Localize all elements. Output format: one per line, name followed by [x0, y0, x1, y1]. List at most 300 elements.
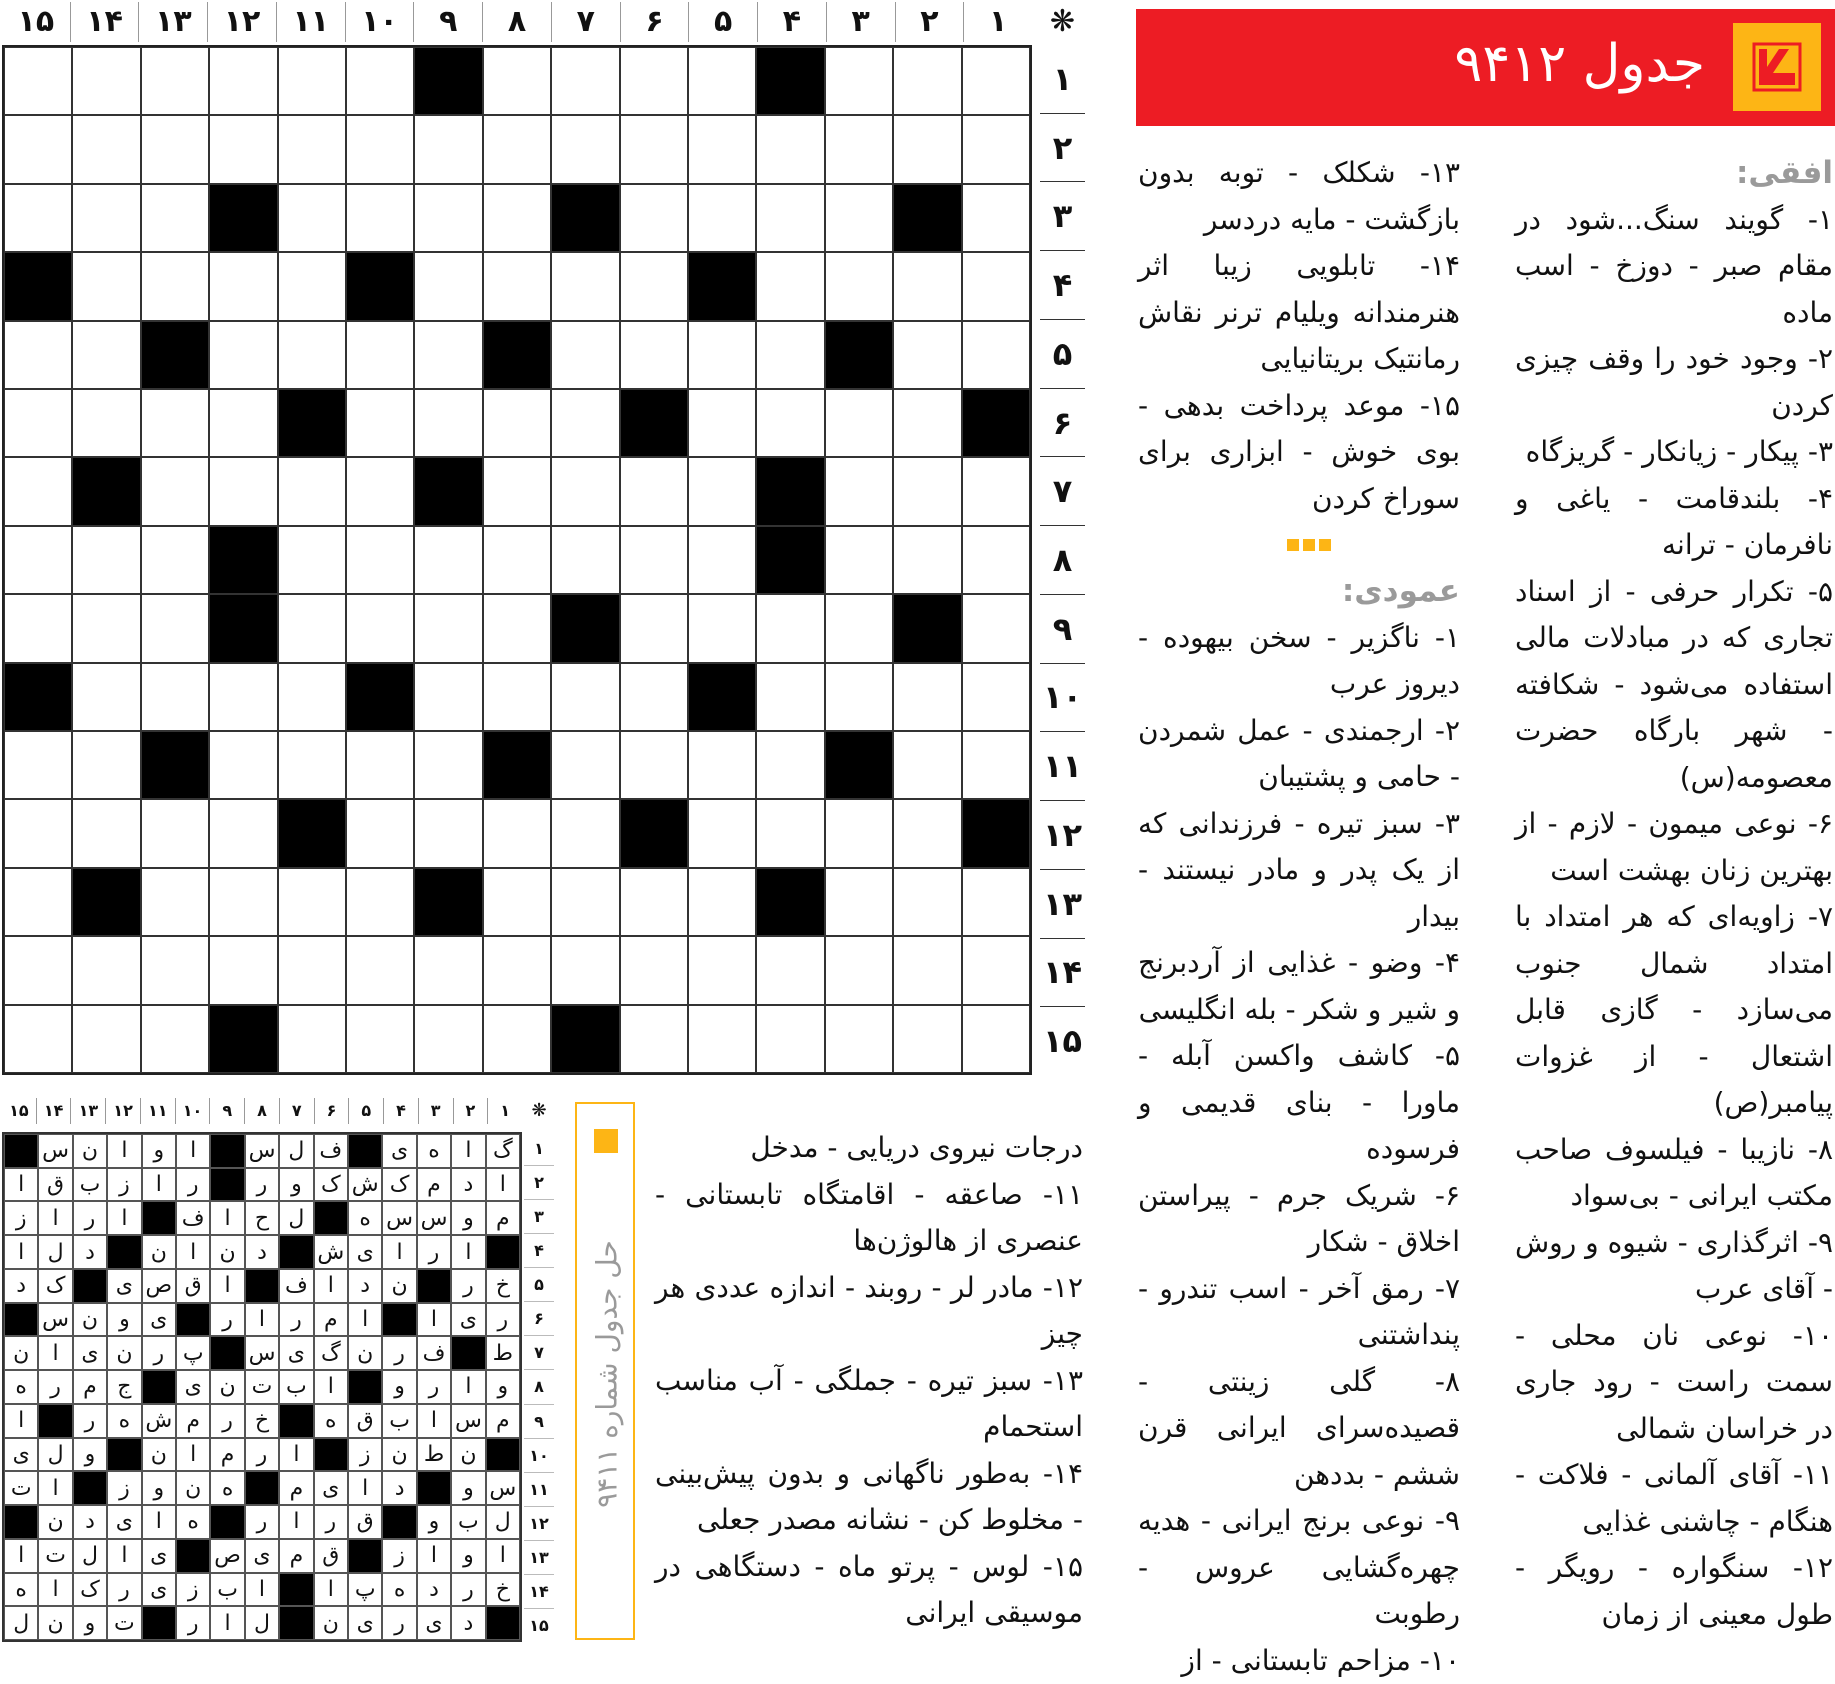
solution-letter: ب — [279, 1370, 313, 1404]
column-label: ۱۱ — [276, 2, 345, 42]
grid-cell[interactable] — [551, 389, 619, 457]
grid-cell[interactable] — [72, 1005, 140, 1073]
grid-cell[interactable] — [209, 321, 277, 389]
grid-cell[interactable] — [688, 936, 756, 1004]
grid-cell[interactable] — [620, 184, 688, 252]
black-cell — [348, 1134, 382, 1168]
grid-cell[interactable] — [278, 184, 346, 252]
solution-letter: ت — [4, 1471, 38, 1505]
grid-cell[interactable] — [551, 936, 619, 1004]
solution-letter: ه — [210, 1471, 244, 1505]
grid-cell[interactable] — [825, 936, 893, 1004]
grid-cell[interactable] — [551, 47, 619, 115]
grid-cell[interactable] — [893, 47, 961, 115]
grid-cell[interactable] — [278, 868, 346, 936]
grid-cell[interactable] — [620, 115, 688, 183]
grid-cell[interactable] — [141, 252, 209, 320]
grid-cell[interactable] — [414, 115, 482, 183]
grid-cell[interactable] — [893, 389, 961, 457]
solution-letter: س — [38, 1303, 72, 1337]
grid-cell[interactable] — [346, 184, 414, 252]
grid-cell[interactable] — [278, 663, 346, 731]
grid-cell[interactable] — [620, 731, 688, 799]
grid-cell[interactable] — [756, 184, 824, 252]
down-heading: عمودی: — [1138, 568, 1460, 615]
solution-letter: ر — [38, 1370, 72, 1404]
grid-cell[interactable] — [756, 936, 824, 1004]
solution-letter: پ — [348, 1573, 382, 1607]
solution-letter: ز — [176, 1573, 210, 1607]
black-cell — [210, 1134, 244, 1168]
solution-letter: د — [417, 1573, 451, 1607]
grid-cell[interactable] — [483, 1005, 551, 1073]
solution-letter: ن — [176, 1471, 210, 1505]
solution-letter: ق — [38, 1168, 72, 1202]
grid-cell[interactable] — [278, 457, 346, 525]
puzzle-header — [1136, 9, 1835, 126]
grid-cell[interactable] — [414, 389, 482, 457]
grid-cell[interactable] — [414, 799, 482, 867]
grid-cell[interactable] — [962, 594, 1030, 662]
column-label: ۳ — [418, 1098, 453, 1124]
solution-letter: ت — [38, 1539, 72, 1573]
solution-letter: ش — [314, 1235, 348, 1269]
grid-cell[interactable] — [414, 936, 482, 1004]
black-cell — [278, 389, 346, 457]
solution-letter: ن — [382, 1438, 416, 1472]
grid-cell[interactable] — [4, 868, 72, 936]
grid-cell[interactable] — [620, 594, 688, 662]
grid-cell[interactable] — [893, 731, 961, 799]
grid-cell[interactable] — [620, 868, 688, 936]
grid-cell[interactable] — [141, 184, 209, 252]
solution-letter: ا — [314, 1573, 348, 1607]
grid-cell[interactable] — [346, 47, 414, 115]
grid-cell[interactable] — [756, 663, 824, 731]
row-label: ۵ — [524, 1267, 554, 1301]
grid-cell[interactable] — [278, 252, 346, 320]
grid-cell[interactable] — [483, 457, 551, 525]
across-clue: ۱۱- آقای آلمانی - فلاکت - هنگام - چاشنی غذایی — [1515, 1452, 1833, 1545]
column-label: ۴ — [757, 2, 826, 42]
grid-cell[interactable] — [825, 799, 893, 867]
solution-letter: م — [314, 1303, 348, 1337]
grid-cell[interactable] — [825, 184, 893, 252]
column-label: ۱۵ — [2, 1098, 36, 1124]
across-clue: ۷- زاویه‌ای که هر امتداد با امتداد شمال جنوب می‌سازد - گازی قابل اشتعال - از غزوات پیامبر(ص) — [1515, 894, 1833, 1127]
grid-cell[interactable] — [756, 115, 824, 183]
grid-cell[interactable] — [209, 868, 277, 936]
solution-letter: ا — [417, 1539, 451, 1573]
grid-cell[interactable] — [414, 526, 482, 594]
solution-letter: ا — [38, 1573, 72, 1607]
grid-cell[interactable] — [4, 1005, 72, 1073]
black-cell — [210, 1336, 244, 1370]
solution-letter: ر — [142, 1336, 176, 1370]
solution-letter: ی — [142, 1539, 176, 1573]
grid-cell[interactable] — [688, 389, 756, 457]
grid-cell[interactable] — [346, 594, 414, 662]
grid-cell[interactable] — [483, 799, 551, 867]
solution-letter: ا — [279, 1505, 313, 1539]
grid-cell[interactable] — [620, 252, 688, 320]
grid-cell[interactable] — [72, 526, 140, 594]
grid-cell[interactable] — [962, 526, 1030, 594]
grid-cell[interactable] — [483, 663, 551, 731]
solution-letter: ا — [4, 1168, 38, 1202]
solution-letter: ز — [348, 1438, 382, 1472]
grid-cell[interactable] — [141, 1005, 209, 1073]
grid-cell[interactable] — [209, 663, 277, 731]
grid-cell[interactable] — [346, 1005, 414, 1073]
grid-cell[interactable] — [4, 457, 72, 525]
grid-cell[interactable] — [962, 731, 1030, 799]
grid-cell[interactable] — [4, 115, 72, 183]
black-cell — [620, 389, 688, 457]
grid-cell[interactable] — [278, 1005, 346, 1073]
solution-letter: ا — [417, 1303, 451, 1337]
grid-cell[interactable] — [688, 321, 756, 389]
grid-cell[interactable] — [278, 936, 346, 1004]
grid-cell[interactable] — [278, 321, 346, 389]
solution-letter: ا — [245, 1303, 279, 1337]
grid-cell[interactable] — [141, 526, 209, 594]
grid-cell[interactable] — [962, 252, 1030, 320]
black-cell — [209, 1005, 277, 1073]
down-clue: ۱۵- لوس - پرتو ماه - دستگاهی در موسیقی ایرانی — [655, 1544, 1083, 1637]
black-cell — [486, 1438, 520, 1472]
grid-cell[interactable] — [893, 526, 961, 594]
solution-letter: س — [417, 1201, 451, 1235]
grid-cell[interactable] — [483, 526, 551, 594]
grid-cell[interactable] — [688, 526, 756, 594]
grid-cell[interactable] — [141, 663, 209, 731]
grid-cell[interactable] — [688, 731, 756, 799]
solution-letter: و — [382, 1370, 416, 1404]
solution-letter: ز — [4, 1201, 38, 1235]
grid-cell[interactable] — [756, 731, 824, 799]
solution-letter: ن — [142, 1235, 176, 1269]
grid-cell[interactable] — [483, 594, 551, 662]
grid-cell[interactable] — [756, 321, 824, 389]
grid-cell[interactable] — [551, 868, 619, 936]
grid-cell[interactable] — [141, 868, 209, 936]
solution-letter: ا — [176, 1438, 210, 1472]
grid-cell[interactable] — [620, 457, 688, 525]
solution-letter: گ — [486, 1134, 520, 1168]
grid-cell[interactable] — [141, 799, 209, 867]
grid-cell[interactable] — [551, 526, 619, 594]
solution-letter: ا — [176, 1134, 210, 1168]
grid-cell[interactable] — [209, 252, 277, 320]
grid-cell[interactable] — [72, 663, 140, 731]
grid-cell[interactable] — [688, 1005, 756, 1073]
grid-cell[interactable] — [209, 731, 277, 799]
grid-cell[interactable] — [825, 252, 893, 320]
down-clue: ۱۰- مزاحم تابستانی - از — [1138, 1638, 1460, 1684]
grid-cell[interactable] — [893, 321, 961, 389]
grid-cell[interactable] — [278, 47, 346, 115]
across-clue: ۵- تکرار حرفی - از اسناد تجاری که در مبادلات مالی استفاده می‌شود - شکافته - شهر بارگاه حضرت معصومه(س) — [1515, 569, 1833, 802]
grid-cell[interactable] — [414, 321, 482, 389]
across-clue: ۹- اثرگذاری - شیوه و روش - آقای عرب — [1515, 1220, 1833, 1313]
grid-cell[interactable] — [893, 457, 961, 525]
grid-cell[interactable] — [620, 47, 688, 115]
grid-cell[interactable] — [483, 184, 551, 252]
black-cell — [620, 799, 688, 867]
grid-cell[interactable] — [962, 663, 1030, 731]
solution-letter: ت — [245, 1370, 279, 1404]
row-label: ۱۲ — [524, 1506, 554, 1540]
grid-cell[interactable] — [756, 594, 824, 662]
solution-letter: ا — [107, 1201, 141, 1235]
grid-cell[interactable] — [962, 47, 1030, 115]
row-label: ۱۵ — [524, 1608, 554, 1642]
grid-cell[interactable] — [4, 799, 72, 867]
solution-letter: ل — [486, 1505, 520, 1539]
grid-cell[interactable] — [483, 47, 551, 115]
grid-cell[interactable] — [141, 115, 209, 183]
solution-letter: ر — [382, 1336, 416, 1370]
down-clue: ۱- ناگزیر - سخن بیهوده - دیروز عرب — [1138, 615, 1460, 708]
grid-cell[interactable] — [551, 115, 619, 183]
grid-cell[interactable] — [72, 799, 140, 867]
grid-cell[interactable] — [4, 47, 72, 115]
black-cell — [314, 1438, 348, 1472]
solution-letter: ا — [210, 1606, 244, 1640]
solution-letter: ا — [348, 1303, 382, 1337]
grid-cell[interactable] — [893, 1005, 961, 1073]
grid-cell[interactable] — [278, 731, 346, 799]
grid-cell[interactable] — [893, 115, 961, 183]
grid-cell[interactable] — [346, 799, 414, 867]
solution-letter: و — [451, 1539, 485, 1573]
grid-cell[interactable] — [141, 936, 209, 1004]
grid-cell[interactable] — [551, 321, 619, 389]
grid-cell[interactable] — [209, 936, 277, 1004]
grid-cell[interactable] — [620, 321, 688, 389]
grid-cell[interactable] — [825, 389, 893, 457]
black-cell — [414, 47, 482, 115]
grid-cell[interactable] — [688, 47, 756, 115]
down-clue: ۵- کاشف واکسن آبله - ماورا - بنای قدیمی و فرسوده — [1138, 1033, 1460, 1173]
column-label: ۴ — [383, 1098, 418, 1124]
grid-cell[interactable] — [483, 936, 551, 1004]
grid-cell[interactable] — [4, 526, 72, 594]
row-label: ۸ — [1040, 525, 1085, 594]
grid-cell[interactable] — [688, 594, 756, 662]
grid-cell[interactable] — [962, 1005, 1030, 1073]
grid-cell[interactable] — [825, 1005, 893, 1073]
grid-cell[interactable] — [209, 457, 277, 525]
grid-cell[interactable] — [346, 115, 414, 183]
grid-cell[interactable] — [483, 115, 551, 183]
grid-cell[interactable] — [414, 184, 482, 252]
grid-cell[interactable] — [825, 457, 893, 525]
black-cell — [245, 1471, 279, 1505]
grid-cell[interactable] — [72, 115, 140, 183]
grid-cell[interactable] — [688, 457, 756, 525]
grid-cell[interactable] — [72, 936, 140, 1004]
grid-cell[interactable] — [72, 184, 140, 252]
grid-cell[interactable] — [962, 115, 1030, 183]
grid-cell[interactable] — [688, 799, 756, 867]
grid-cell[interactable] — [72, 47, 140, 115]
grid-cell[interactable] — [688, 868, 756, 936]
grid-cell[interactable] — [346, 731, 414, 799]
grid-cell[interactable] — [825, 868, 893, 936]
solution-letter: ا — [38, 1201, 72, 1235]
solution-letter: ر — [417, 1370, 451, 1404]
grid-cell[interactable] — [825, 115, 893, 183]
grid-cell[interactable] — [4, 184, 72, 252]
grid-cell[interactable] — [278, 526, 346, 594]
solution-letter: د — [245, 1235, 279, 1269]
solution-letter: ه — [382, 1573, 416, 1607]
black-cell — [483, 731, 551, 799]
solution-letter: ا — [451, 1370, 485, 1404]
corner-arrow-icon — [1733, 23, 1821, 111]
grid-cell[interactable] — [483, 389, 551, 457]
column-label: ۶ — [620, 2, 689, 42]
grid-cell[interactable] — [346, 868, 414, 936]
grid-cell[interactable] — [483, 252, 551, 320]
grid-cell[interactable] — [278, 115, 346, 183]
grid-cell[interactable] — [72, 731, 140, 799]
grid-cell[interactable] — [414, 252, 482, 320]
grid-cell[interactable] — [4, 389, 72, 457]
grid-cell[interactable] — [620, 936, 688, 1004]
solution-letter: ی — [73, 1336, 107, 1370]
grid-cell[interactable] — [72, 321, 140, 389]
grid-cell[interactable] — [893, 936, 961, 1004]
grid-cell[interactable] — [962, 936, 1030, 1004]
grid-cell[interactable] — [620, 526, 688, 594]
across-clue: ۸- نازیبا - فیلسوف صاحب مکتب ایرانی - بی‌سواد — [1515, 1127, 1833, 1220]
grid-cell[interactable] — [72, 594, 140, 662]
grid-cell[interactable] — [756, 389, 824, 457]
grid-cell[interactable] — [346, 321, 414, 389]
solution-letter: ن — [73, 1134, 107, 1168]
solution-letter: ف — [417, 1336, 451, 1370]
grid-cell[interactable] — [825, 663, 893, 731]
grid-cell[interactable] — [825, 594, 893, 662]
grid-cell[interactable] — [72, 252, 140, 320]
solution-letter: د — [451, 1168, 485, 1202]
grid-cell[interactable] — [893, 663, 961, 731]
black-cell — [486, 1606, 520, 1640]
grid-cell[interactable] — [620, 1005, 688, 1073]
black-cell — [756, 457, 824, 525]
grid-cell[interactable] — [414, 1005, 482, 1073]
grid-cell[interactable] — [4, 936, 72, 1004]
grid-cell[interactable] — [4, 321, 72, 389]
grid-cell[interactable] — [209, 389, 277, 457]
column-label: ۳ — [826, 2, 895, 42]
solution-letter: ا — [210, 1201, 244, 1235]
black-cell — [962, 389, 1030, 457]
grid-cell[interactable] — [551, 731, 619, 799]
grid-cell[interactable] — [414, 731, 482, 799]
solution-letter: ق — [348, 1505, 382, 1539]
grid-cell[interactable] — [4, 594, 72, 662]
grid-cell[interactable] — [346, 389, 414, 457]
row-label: ۳ — [524, 1199, 554, 1233]
grid-cell[interactable] — [962, 184, 1030, 252]
down-clue: ۷- رمق آخر - اسب تندرو - پنداشتنی — [1138, 1266, 1460, 1359]
row-label: ۱۵ — [1040, 1006, 1085, 1075]
solution-letter: و — [73, 1438, 107, 1472]
solution-letter: د — [348, 1269, 382, 1303]
black-cell — [893, 184, 961, 252]
grid-cell[interactable] — [72, 389, 140, 457]
solution-letter: ن — [142, 1438, 176, 1472]
solution-letter: ا — [4, 1404, 38, 1438]
solution-letter: ب — [73, 1168, 107, 1202]
grid-cell[interactable] — [141, 47, 209, 115]
solution-letter: م — [73, 1370, 107, 1404]
grid-cell[interactable] — [962, 868, 1030, 936]
grid-cell[interactable] — [141, 389, 209, 457]
grid-cell[interactable] — [209, 115, 277, 183]
grid-cell[interactable] — [893, 799, 961, 867]
solution-letter: ز — [382, 1539, 416, 1573]
row-label: ۱۰ — [524, 1438, 554, 1472]
grid-cell[interactable] — [893, 868, 961, 936]
grid-cell[interactable] — [688, 184, 756, 252]
grid-cell[interactable] — [688, 115, 756, 183]
grid-cell[interactable] — [278, 594, 346, 662]
grid-cell[interactable] — [414, 663, 482, 731]
grid-cell[interactable] — [4, 731, 72, 799]
column-label: ۲ — [895, 2, 964, 42]
grid-cell[interactable] — [209, 47, 277, 115]
grid-cell[interactable] — [141, 457, 209, 525]
grid-cell[interactable] — [346, 526, 414, 594]
solution-letter: ا — [348, 1471, 382, 1505]
grid-cell[interactable] — [551, 252, 619, 320]
solution-row-labels — [524, 1132, 554, 1642]
grid-cell[interactable] — [551, 799, 619, 867]
solution-letter: م — [279, 1471, 313, 1505]
solution-letter: ا — [210, 1269, 244, 1303]
grid-cell[interactable] — [346, 936, 414, 1004]
grid-cell[interactable] — [141, 594, 209, 662]
grid-cell[interactable] — [551, 663, 619, 731]
grid-cell[interactable] — [756, 252, 824, 320]
grid-cell[interactable] — [620, 663, 688, 731]
black-cell — [72, 457, 140, 525]
row-label: ۶ — [524, 1301, 554, 1335]
solution-letter: ر — [417, 1235, 451, 1269]
grid-cell[interactable] — [346, 457, 414, 525]
grid-cell[interactable] — [483, 868, 551, 936]
grid-cell[interactable] — [962, 457, 1030, 525]
grid-cell[interactable] — [962, 321, 1030, 389]
grid-cell[interactable] — [209, 799, 277, 867]
solution-column-labels — [2, 1098, 522, 1124]
grid-cell[interactable] — [825, 526, 893, 594]
grid-cell[interactable] — [756, 799, 824, 867]
black-cell — [382, 1505, 416, 1539]
grid-cell[interactable] — [414, 594, 482, 662]
grid-cell[interactable] — [551, 457, 619, 525]
grid-cell[interactable] — [825, 47, 893, 115]
grid-cell[interactable] — [893, 252, 961, 320]
section-divider-dots — [1138, 522, 1460, 568]
grid-cell[interactable] — [756, 1005, 824, 1073]
solution-letter: ر — [73, 1404, 107, 1438]
